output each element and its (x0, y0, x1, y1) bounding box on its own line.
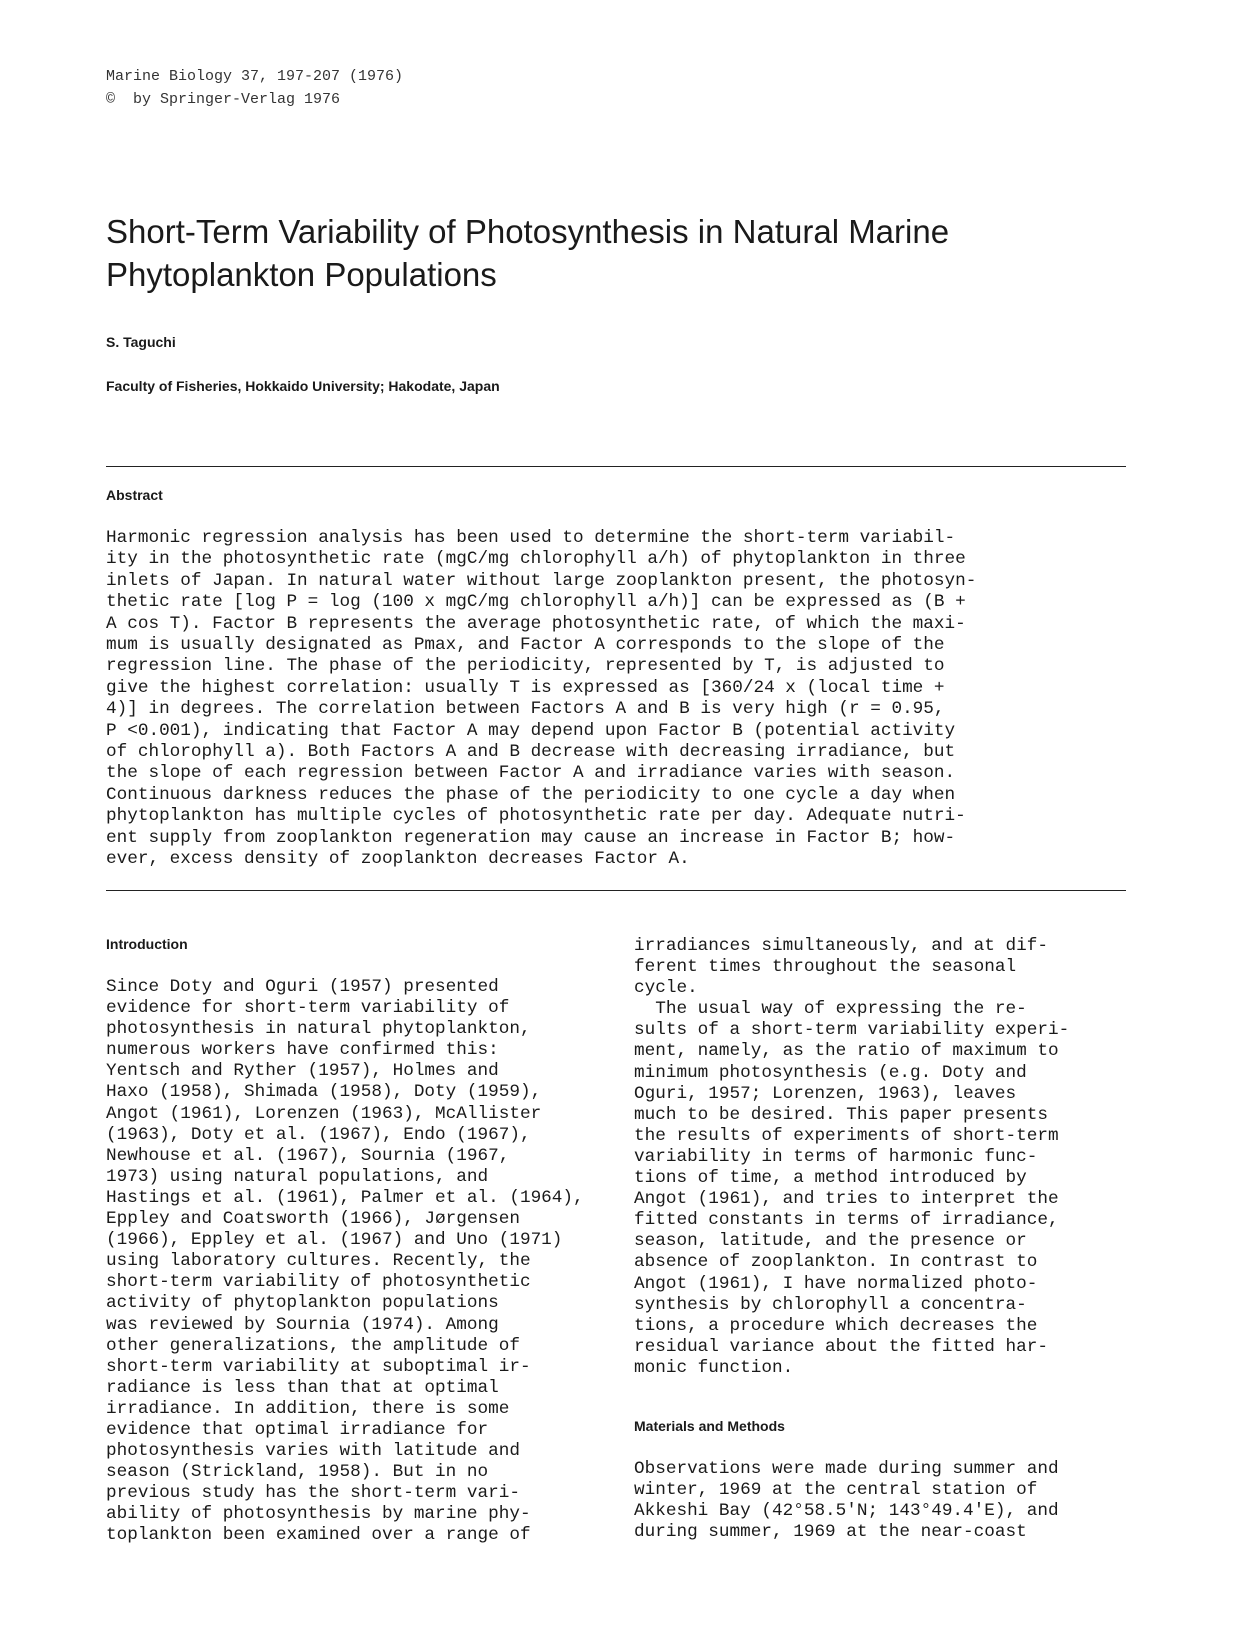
author-affiliation: Faculty of Fisheries, Hokkaido University; Hakodate, Japan (106, 378, 500, 394)
author-name: S. Taguchi (106, 334, 176, 350)
left-column (106, 936, 626, 1547)
abstract-text: Harmonic regression analysis has been used to determine the short-term variabil- ity in the photosynthetic rate (mgC/mg chlorophyll a/h) of phytoplankton in three inlets of Japan. In natural water without large zooplankton present, the photosyn- thetic rate [log P = log (100 x mgC/mg chlorophyll a/h)] can be expressed as (B + A cos T). Factor B represents the average photosynthetic rate, of which the maxi- mum is usually designated as Pmax, and Factor A corresponds to the slope of the regression line. The phase of the periodicity, represented by T, is adjusted to give the highest correlation: usually T is expressed as [360/24 x (local time + 4)] in degrees. The correlation between Factors A and B is very high (r = 0.95, P <0.001), indicating that Factor A may depend upon Factor B (potential activity of chlorophyll a). Both Factors A and B decrease with decreasing irradiance, but the slope of each regression between Factor A and irradiance varies with season. Continuous darkness reduces the phase of the periodicity to one cycle a day when phytoplankton has multiple cycles of photosynthetic rate per day. Adequate nutri- ent supply from zooplankton regeneration may cause an increase in Factor B; how- ever, excess density of zooplankton decreases Factor A. (106, 528, 977, 870)
introduction-heading: Introduction (106, 936, 188, 952)
methods-text: Observations were made during summer and winter, 1969 at the central station of Akkeshi Bay (42°58.5'N; 143°49.4'E), and during summer, 1969 at the near-coast (634, 1458, 1059, 1543)
abstract-bottom-rule (106, 890, 1126, 891)
journal-info (106, 65, 403, 111)
introduction-text-right: irradiances simultaneously, and at dif- ferent times throughout the seasonal cycle. The usual way of expressing the re- sults of a short-term variability experi- ment, namely, as the ratio of maximum to minimum photosynthesis (e.g. Doty and Oguri, 1957; Lorenzen, 1963), leaves much to be desired. This paper presents the results of experiments of short-term variability in terms of harmonic func- tions of time, a method introduced by Angot (1961), and tries to interpret the fitted constants in terms of irradiance, season, latitude, and the presence or absence of zooplankton. In contrast to Angot (1961), I have normalized photo- synthesis by chlorophyll a concentra- tions, a procedure which decreases the residual variance about the fitted har- monic function. (634, 936, 1070, 1378)
article-title: Short-Term Variability of Photosynthesis in Natural Marine Phytoplankton Populations (106, 213, 950, 293)
journal-copyright: © by Springer-Verlag 1976 (106, 91, 341, 108)
abstract-heading: Abstract (106, 487, 163, 503)
abstract-top-rule (106, 466, 1126, 467)
journal-citation: Marine Biology 37, 197-207 (1976) (106, 68, 404, 85)
methods-heading: Materials and Methods (634, 1417, 785, 1434)
right-column (634, 936, 1154, 1543)
introduction-text-left: Since Doty and Oguri (1957) presented evidence for short-term variability of photosynthesis in natural phytoplankton, numerous workers have confirmed this: Yentsch and Ryther (1957), Holmes and Haxo (1958), Shimada (1958), Doty (1959), Angot (1961), Lorenzen (1963), McAllister (1963), Doty et al. (1967), Endo (1967), Newhouse et al. (1967), Sournia (1967, 1973) using natural populations, and Hastings et al. (1961), Palmer et al. (1964), Eppley and Coatsworth (1966), Jørgensen (1966), Eppley et al. (1967) and Uno (1971) using laboratory cultures. Recently, the short-term variability of photosynthetic activity of phytoplankton populations was reviewed by Sournia (1974). Among other generalizations, the amplitude of short-term variability at suboptimal ir- radiance is less than that at optimal irradiance. In addition, there is some evidence that optimal irradiance for photosynthesis varies with latitude and season (Strickland, 1958). But in no previous study has the short-term vari- ability of photosynthesis by marine phy- toplankton been examined over a range of (106, 977, 584, 1546)
